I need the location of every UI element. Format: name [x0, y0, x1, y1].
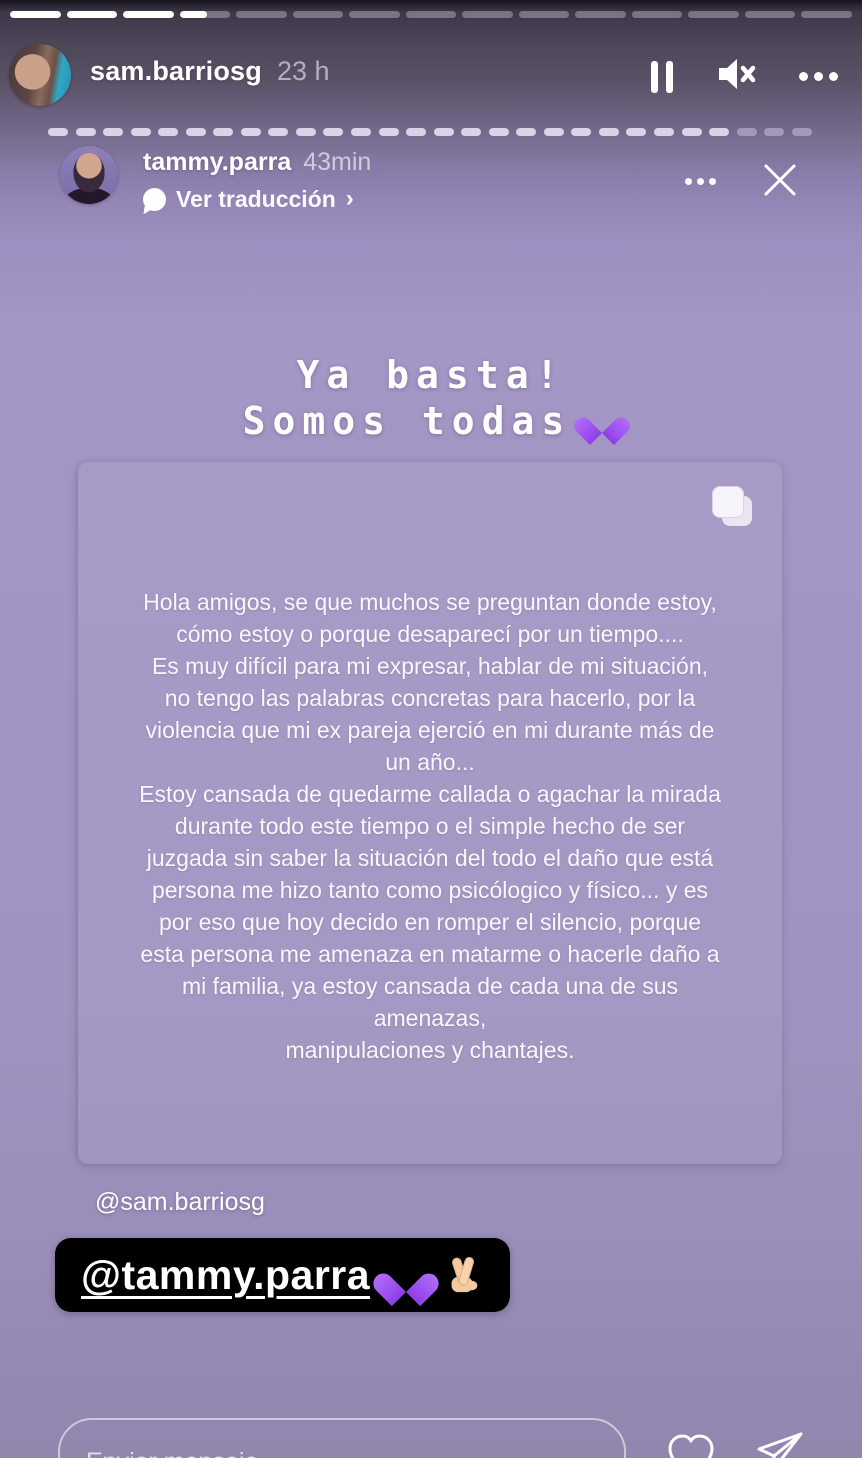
- border-dash: [76, 128, 96, 136]
- title-line1: Ya basta!: [296, 353, 566, 397]
- progress-segment: [180, 11, 231, 18]
- quote-text-line: persona me hizo tanto como psicólogico y físico... y es: [151, 877, 709, 903]
- progress-segment: [67, 11, 118, 18]
- quote-text-line: esta persona me amenaza en matarme o hacerle daño a: [140, 941, 720, 967]
- border-dash: [737, 128, 757, 136]
- border-dash: [213, 128, 233, 136]
- crossed-fingers-icon: [442, 1254, 484, 1296]
- reshared-name-block: [143, 148, 371, 213]
- border-dash: [792, 128, 812, 136]
- quote-text-line: violencia que mi ex pareja ejerció en mi durante más de: [145, 717, 715, 743]
- progress-segment: [123, 11, 174, 18]
- mention-handle[interactable]: @tammy.parra: [81, 1251, 371, 1298]
- close-icon[interactable]: [756, 156, 804, 204]
- username[interactable]: tammy.parra: [143, 148, 292, 176]
- quote-text-line: no tengo las palabras concretas para hacerlo, por la: [164, 685, 696, 711]
- border-dash: [489, 128, 509, 136]
- quote-text-line: mi familia, ya estoy cansada de cada una de sus: [181, 973, 679, 999]
- reshared-story-header: [48, 144, 822, 224]
- progress-segment: [349, 11, 400, 18]
- progress-segment: [745, 11, 796, 18]
- mention-sam-barriosg[interactable]: @sam.barriosg: [95, 1188, 265, 1216]
- progress-segment: [406, 11, 457, 18]
- send-paper-plane-icon[interactable]: [752, 1426, 808, 1458]
- border-dash: [461, 128, 481, 136]
- heart-like-icon[interactable]: [665, 1430, 717, 1458]
- progress-segment: [575, 11, 626, 18]
- quote-text-line: por eso que hoy decido en romper el silencio, porque: [158, 909, 702, 935]
- purple-heart-icon: [585, 406, 619, 436]
- border-dash: [599, 128, 619, 136]
- border-dash: [544, 128, 564, 136]
- quote-text-line: durante todo este tiempo o el simple hecho de ser: [174, 813, 686, 839]
- story-timestamp: 43min: [303, 148, 372, 176]
- border-dash: [323, 128, 343, 136]
- message-input[interactable]: [84, 1442, 584, 1458]
- quote-card: [78, 462, 782, 1164]
- border-dash: [709, 128, 729, 136]
- border-dash: [516, 128, 536, 136]
- border-dash: [654, 128, 674, 136]
- border-dash: [186, 128, 206, 136]
- progress-segment: [801, 11, 852, 18]
- quote-text-line: un año...: [385, 749, 475, 775]
- border-dash: [103, 128, 123, 136]
- border-dash: [764, 128, 784, 136]
- progress-segment: [236, 11, 287, 18]
- story-timestamp: 23 h: [276, 56, 330, 86]
- border-dash: [268, 128, 288, 136]
- border-dash: [406, 128, 426, 136]
- border-dash: [626, 128, 646, 136]
- progress-segment: [10, 11, 61, 18]
- viewer-name-row[interactable]: [90, 56, 330, 87]
- border-dash: [48, 128, 68, 136]
- quote-text-line: amenazas,: [373, 1005, 487, 1031]
- progress-segment: [519, 11, 570, 18]
- reshared-name-row[interactable]: [143, 148, 371, 177]
- progress-segment: [632, 11, 683, 18]
- progress-segment: [462, 11, 513, 18]
- chevron-right-icon: ›: [345, 185, 354, 212]
- quote-text-line: Es muy difícil para mi expresar, hablar de mi situación,: [151, 653, 709, 679]
- more-options-icon[interactable]: [679, 172, 722, 191]
- mention-pill-tammy-parra[interactable]: [55, 1238, 510, 1312]
- speech-bubble-icon: [143, 188, 166, 211]
- see-translation-button[interactable]: [143, 185, 371, 213]
- border-dash: [158, 128, 178, 136]
- border-dash: [571, 128, 591, 136]
- story-header: [0, 40, 862, 112]
- border-dash: [131, 128, 151, 136]
- border-dash: [682, 128, 702, 136]
- border-dash: [379, 128, 399, 136]
- avatar[interactable]: [60, 146, 118, 204]
- username[interactable]: sam.barriosg: [90, 56, 262, 86]
- pause-icon[interactable]: [647, 57, 677, 97]
- quote-text-line: cómo estoy o porque desaparecí por un tiempo....: [176, 621, 684, 647]
- quote-text: [104, 586, 756, 1066]
- progress-segment: [688, 11, 739, 18]
- quote-text-line: Hola amigos, se que muchos se preguntan donde estoy,: [143, 589, 717, 615]
- purple-heart-icon: [386, 1260, 426, 1296]
- story-controls: [647, 54, 840, 99]
- quote-text-line: juzgada sin saber la situación del todo el daño que está: [146, 845, 714, 871]
- quote-text-line: Estoy cansada de quedarme callada o agachar la mirada: [139, 781, 721, 807]
- title-line2: Somos todas: [242, 399, 572, 443]
- border-dash: [351, 128, 371, 136]
- message-composer: [58, 1418, 626, 1458]
- border-dash: [434, 128, 454, 136]
- border-dash: [241, 128, 261, 136]
- translate-label: Ver traducción: [176, 185, 336, 212]
- story-progress-bar: [10, 11, 852, 18]
- reshared-story-dashed-border: [48, 128, 812, 136]
- carousel-stack-icon[interactable]: [712, 486, 752, 526]
- progress-segment: [293, 11, 344, 18]
- border-dash: [296, 128, 316, 136]
- more-options-icon[interactable]: [797, 66, 840, 87]
- mute-icon[interactable]: [715, 54, 759, 99]
- avatar[interactable]: [9, 44, 71, 106]
- quote-text-line: manipulaciones y chantajes.: [285, 1037, 575, 1063]
- story-title: [0, 352, 862, 444]
